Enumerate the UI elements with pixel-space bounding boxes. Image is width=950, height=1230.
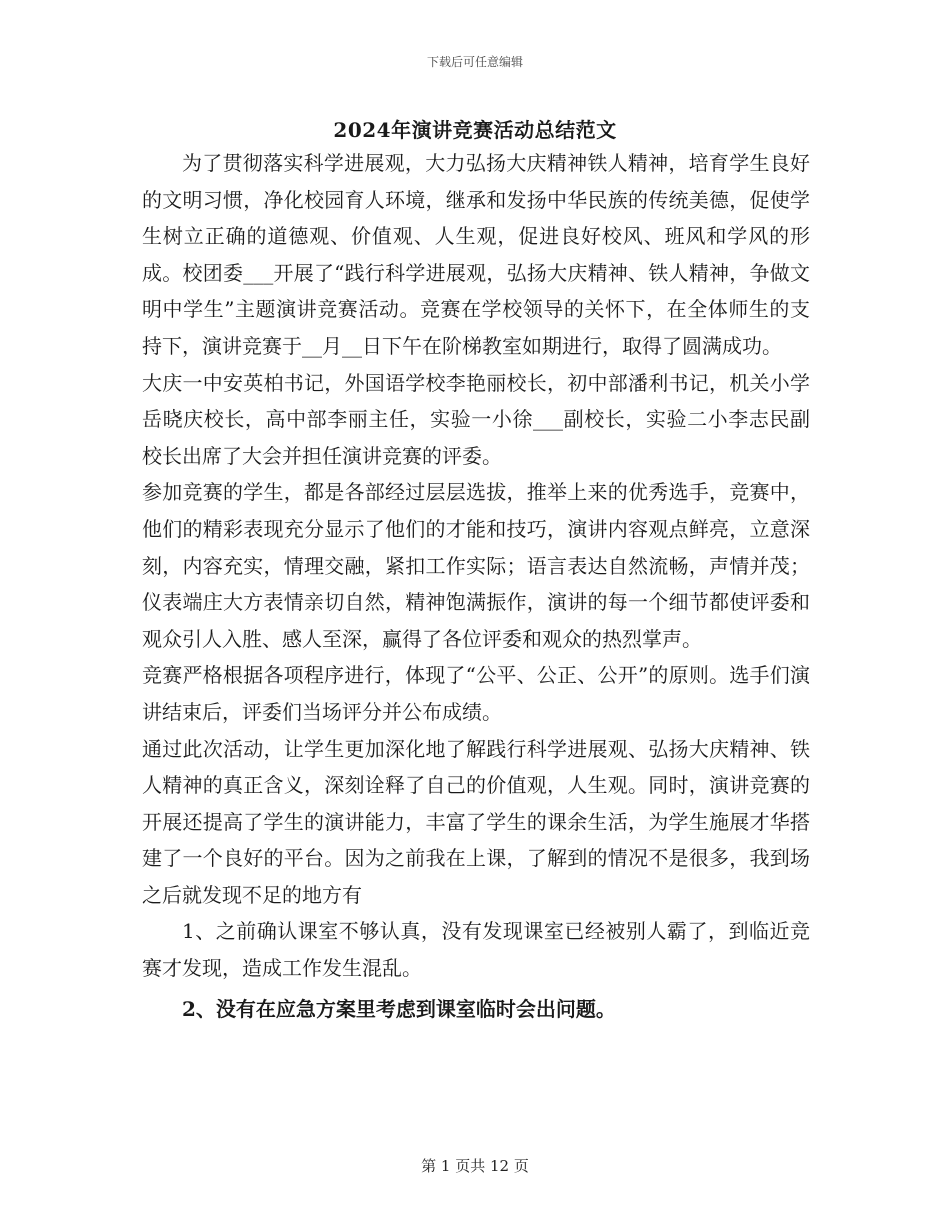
paragraph-judges: 大庆一中安英柏书记，外国语学校李艳丽校长，初中部潘利书记，机关小学岳晓庆校长，高中部李丽主任，实验一小徐___副校长，实验二小李志民副校长出席了大会并担任演讲竞赛的评委。 (142, 370, 810, 468)
page-header-note: 下载后可任意编辑 (426, 55, 523, 69)
document-body (142, 145, 810, 1027)
heading-issue-2: 2、没有在应急方案里考虑到课室临时会出问题。 (182, 996, 616, 1021)
page-footer-number: 第 1 页共 12 页 (421, 1157, 529, 1175)
paragraph-contestants: 参加竞赛的学生，都是各部经过层层选拔，推举上来的优秀选手，竞赛中，他们的精彩表现充分显示了他们的才能和技巧，演讲内容观点鲜亮，立意深刻，内容充实，情理交融，紧扣工作实际；语言表达自然流畅，声情并茂；仪表端庄大方表情亲切自然，精神饱满振作，演讲的每一个细节都使评委和观众引人入胜、感人至深，赢得了各位评委和观众的热烈掌声。 (142, 480, 810, 651)
paragraph-intro: 为了贯彻落实科学进展观，大力弘扬大庆精神铁人精神，培育学生良好的文明习惯，净化校园育人环境，继承和发扬中华民族的传统美德，促使学生树立正确的道德观、价值观、人生观，促进良好校风、班风和学风的形成。校团委___开展了“践行科学进展观，弘扬大庆精神、铁人精神，争做文明中学生”主题演讲竞赛活动。竞赛在学校领导的关怀下，在全体师生的支持下，演讲竞赛于__月__日下午在阶梯教室如期进行，取得了圆满成功。 (142, 151, 810, 358)
document-title: 2024年演讲竞赛活动总结范文 (333, 118, 617, 142)
paragraph-outcome: 通过此次活动，让学生更加深化地了解践行科学进展观、弘扬大庆精神、铁人精神的真正含义，深刻诠释了自己的价值观，人生观。同时，演讲竞赛的开展还提高了学生的演讲能力，丰富了学生的课余生活，为学生施展才华搭建了一个良好的平台。因为之前我在上课，了解到的情况不是很多，我到场之后就发现不足的地方有 (142, 736, 810, 907)
paragraph-issue-1: 1、之前确认课室不够认真，没有发现课室已经被别人霸了，到临近竞赛才发现，造成工作发生混乱。 (142, 919, 810, 981)
paragraph-procedure: 竞赛严格根据各项程序进行，体现了“公平、公正、公开”的原则。选手们演讲结束后，评委们当场评分并公布成绩。 (142, 663, 810, 724)
